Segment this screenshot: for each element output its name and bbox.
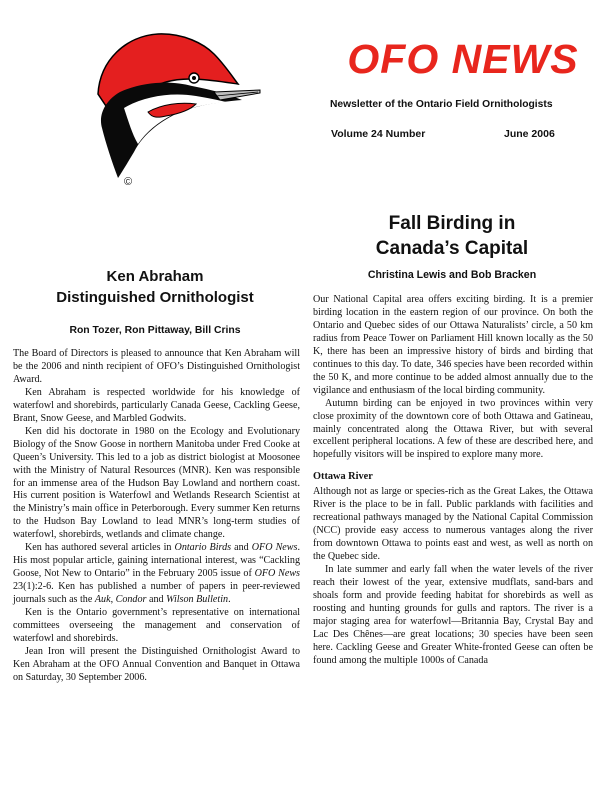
- ken-paragraph: Ken Abraham is respected worldwide for his knowledge of waterfowl and shorebirds, particularly Canada Geese, Cackling Geese, Brant, Snow Geese, and Marbled Godwits.: [13, 386, 300, 424]
- fall-paragraph: In late summer and early fall when the water levels of the river reach their lowest of the year, extensive mudflats, sand-bars and shoals form and provide feeding habitat for shorebirds as well as roosting and hunting grounds for gulls and raptors. The river is a major staging area for waterfowl—Britannia Bay, Crystal Bay and Lac Des Chênes—are great locations; 30 species have been seen here. Cackling Geese and Greater White-fronted Geese can often be found among the multiple 1000s of Canada: [313, 564, 593, 666]
- text-run: .: [228, 594, 231, 606]
- journal-title: OFO News: [251, 542, 298, 554]
- section-heading-ottawa-river: Ottawa River: [313, 471, 373, 483]
- ken-paragraph: Ken did his doctorate in 1980 on the Ecology and Evolutionary Biology of the Snow Goose in northern Manitoba under Fred Cooke at Queen’s University. This led to a job as district biologist at Moosonee with the Ministry of Natural Resources (MNR). Ken was responsible for an immense area of the Hudson Bay Lowland and northern coast. His current position is Waterfowl and Wetlands Research Scientist at the Ministry’s main office in Peterborough. Every summer Ken returns to the Hudson Bay Lowland to lead MNR’s long-term studies of waterfowl, shorebirds, wetlands and climate change.: [13, 425, 300, 541]
- journal-title: OFO News: [254, 568, 300, 580]
- ken-paragraph-publications: [13, 542, 300, 607]
- journal-title: Ontario Birds: [174, 542, 232, 554]
- fall-paragraph: Although not as large or species-rich as the Great Lakes, the Ottawa River is the place to be in fall. Public parklands with facilities and recreational pathways managed by the National Capital Commission (NCC) provide easy access to numerous vantages along the river from downtown Ottawa to points east and west, as well as north on the Quebec side.: [313, 486, 593, 563]
- fall-paragraph: Our National Capital area offers exciting birding. It is a premier birding location in the eastern region of our province. On both the Ontario and Quebec sides of our Ottawa Naturalists’ circle, a 50 km radius from Peace Tower on Parliament Hill known locally as the 50 K, there has been an impressive history of birds and birding that continues to this day. To date, 346 species have been recorded within the 50 K, and more continue to be added almost annually due to the vigilance and enthusiasm of the local birding community.: [313, 294, 593, 396]
- newsletter-subtitle: Newsletter of the Ontario Field Ornithologists: [330, 99, 553, 110]
- text-run: 23(1):2-6. Ken has published a number of papers in peer-reviewed journals such as the: [13, 581, 300, 606]
- ken-abraham-headline-line1: Ken Abraham: [106, 268, 204, 285]
- copyright-symbol: ©: [124, 176, 133, 188]
- text-run: and: [146, 594, 167, 606]
- ken-paragraph: The Board of Directors is pleased to announce that Ken Abraham will be the 2006 and ninth recipient of OFO’s Distinguished Ornithologist Award.: [13, 348, 300, 385]
- ken-abraham-body: [13, 348, 300, 685]
- issue-date: June 2006: [504, 128, 555, 140]
- fall-birding-body: [313, 294, 593, 668]
- ken-abraham-byline: Ron Tozer, Ron Pittaway, Bill Crins: [69, 325, 241, 336]
- ken-paragraph: Jean Iron will present the Distinguished Ornithologist Award to Ken Abraham at the OFO Annual Convention and Banquet in Ottawa on Saturday, 30 September 2006.: [13, 645, 300, 683]
- text-run: ,: [110, 594, 116, 606]
- journal-title: Wilson Bulletin: [166, 594, 229, 606]
- text-run: Ken has authored several articles in: [25, 542, 175, 554]
- journal-title: Condor: [115, 594, 147, 606]
- ken-paragraph: Ken is the Ontario government’s representative on international committees overseeing the management and conservation of waterfowl and shorebirds.: [13, 607, 300, 644]
- fall-birding-headline: [312, 211, 592, 261]
- ken-abraham-headline-line2: Distinguished Ornithologist: [56, 289, 254, 306]
- fall-birding-headline-line2: Canada’s Capital: [375, 238, 529, 259]
- fall-birding-byline: Christina Lewis and Bob Bracken: [367, 269, 537, 281]
- text-run: and: [231, 542, 252, 554]
- fall-birding-headline-line1: Fall Birding in: [388, 213, 516, 234]
- pileated-woodpecker-icon: [92, 30, 262, 180]
- newsletter-title: OFO NEWS: [347, 36, 579, 82]
- volume-number: Volume 24 Number: [331, 128, 426, 140]
- fall-paragraph: Autumn birding can be enjoyed in two provinces within very close proximity of the downtown core of both Ottawa and Gatineau, mainly concentrated along the Ottawa River, but with several excellent peripheral locations. A few of these are described here, and hopefully visitors will be inspired to explore many more.: [313, 397, 593, 461]
- journal-title: Auk: [94, 594, 111, 606]
- text-run: . His most popular article, gaining international interest, was “Cackling Goose, Not New to Ontario” in the February 2005 issue of: [13, 542, 300, 580]
- ken-abraham-headline: [10, 266, 300, 308]
